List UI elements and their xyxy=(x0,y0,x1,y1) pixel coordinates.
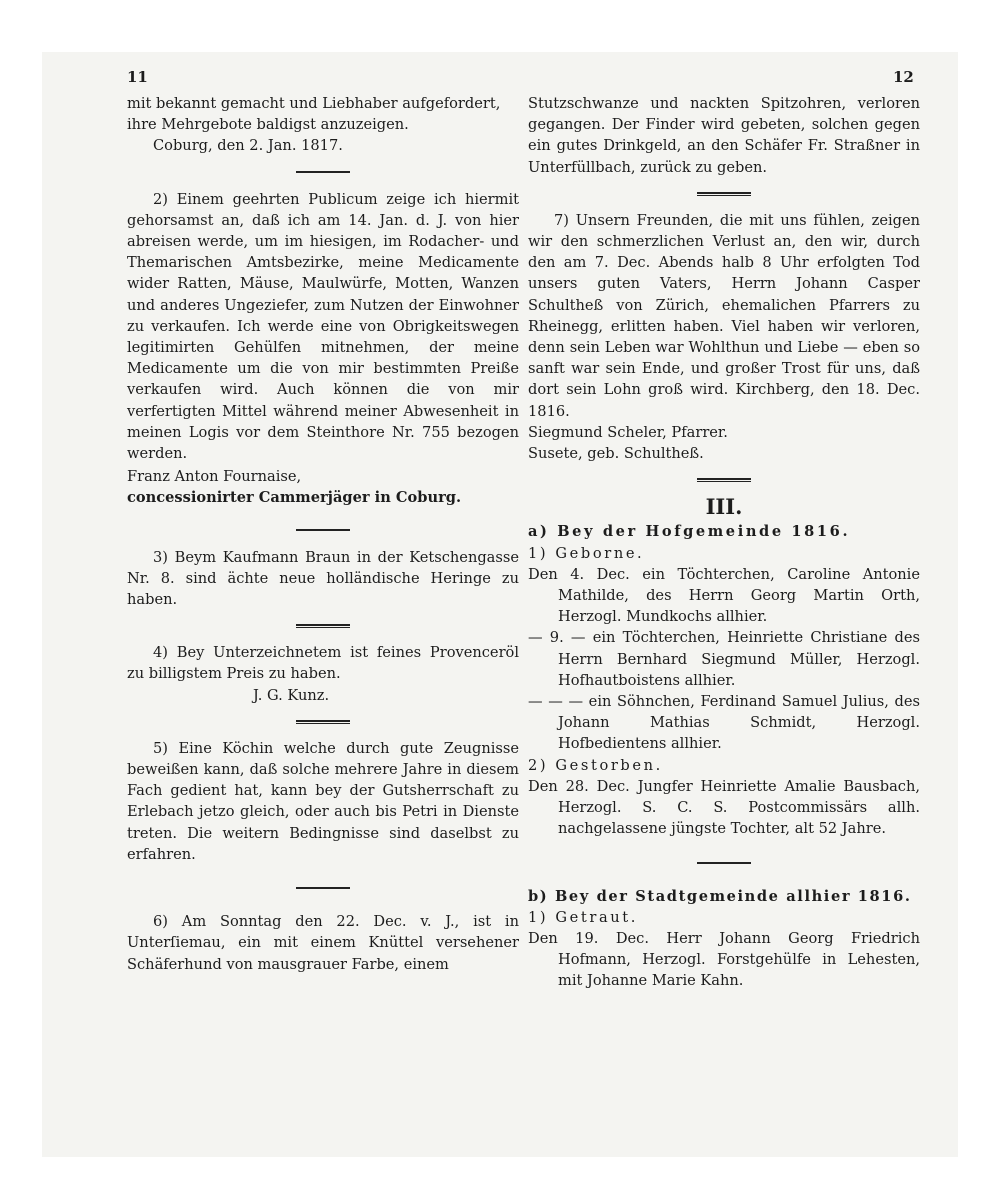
notice-4-text: 4) Bey Unterzeichnetem ist feines Provenceröl zu billigstem Preis zu haben. xyxy=(127,644,519,683)
marriage-entry: Den 19. Dec. Herr Johann Georg Friedrich Hofmann, Herzogl. Forstgehülfe in Lehesten, mit Johanne Marie Kahn. xyxy=(528,929,920,990)
divider-rule xyxy=(697,862,751,864)
notice-7-text: 7) Unsern Freunden, die mit uns fühlen, zeigen wir den schmerzlichen Verlust an, den wir, durch den am 7. Dec. Abends halb 8 Uhr erfolgten Tod unsers guten Vaters, Herrn Johann Casper Schultheß von Zürich, ehemalichen Pfarrers zu Rheinegg, erlitten haben. Viel haben wir verloren, denn sein Leben war Wohlthun und Liebe — eben so sanft war sein Ende, und großer Trost für uns, daß dort sein Lohn groß wird. Kirchberg, den 18. Dec. 1816. xyxy=(528,211,920,420)
divider-rule xyxy=(296,624,350,626)
deaths-heading: 2) Gestorben. xyxy=(528,756,663,774)
divider-rule xyxy=(296,529,350,531)
births-heading: 1) Geborne. xyxy=(528,544,645,562)
intro-place-date: Coburg, den 2. Jan. 1817. xyxy=(153,137,343,155)
divider-rule xyxy=(697,478,751,480)
birth-entry: — — — ein Söhnchen, Ferdinand Samuel Julius, des Johann Mathias Schmidt, Herzogl. Hofbedientens allhier. xyxy=(528,693,920,753)
right-column xyxy=(528,93,920,992)
divider-rule xyxy=(697,192,751,194)
divider-rule xyxy=(296,720,350,722)
page-number-left: 11 xyxy=(127,68,148,86)
page-number-right: 12 xyxy=(893,68,914,86)
notice-2-signature-name: Franz Anton Fournaise, xyxy=(127,468,302,486)
divider-rule xyxy=(296,171,350,173)
notice-7-signature-widow: Susete, geb. Schultheß. xyxy=(528,445,704,463)
divider-rule xyxy=(296,887,350,889)
notice-6-text: 6) Am Sonntag den 22. Dec. v. J., ist in Unterſiemau, ein mit einem Knüttel versehener Schäferhund von mausgrauer Farbe, einem xyxy=(127,913,519,973)
court-parish-heading: a) Bey der Hofgemeinde 1816. xyxy=(528,523,851,541)
section-numeral: III. xyxy=(705,494,743,520)
marriages-heading: 1) Getraut. xyxy=(528,908,638,926)
notice-5-text: 5) Eine Köchin welche durch gute Zeugnisse beweißen kann, daß solche mehrere Jahre in diesem Fach gedient hat, kann bey der Gutsherrschaft zu Erlebach jetzo gleich, oder auch bis Petri in Dienste treten. Die weitern Bedingnisse sind daselbst zu erfahren. xyxy=(127,739,519,863)
left-column xyxy=(127,93,519,975)
city-parish-heading: b) Bey der Stadtgemeinde allhier 1816. xyxy=(528,887,912,905)
intro-line-1: mit bekannt gemacht und Liebhaber aufgefordert, xyxy=(127,95,501,112)
birth-entry: — 9. — ein Töchterchen, Heinriette Christiane des Herrn Bernhard Siegmund Müller, Herzogl. Hofhautboistens allhier. xyxy=(528,629,920,689)
notice-7-signature-pastor: Siegmund Scheler, Pfarrer. xyxy=(528,423,728,441)
death-entry: Den 28. Dec. Jungfer Heinriette Amalie Bausbach, Herzogl. S. C. S. Postcommissärs allh. nachgelassene jüngste Tochter, alt 52 Jahre. xyxy=(528,777,920,838)
birth-entry: Den 4. Dec. ein Töchterchen, Caroline Antonie Mathilde, des Herrn Georg Martin Orth, Herzogl. Mundkochs allhier. xyxy=(528,565,920,626)
notice-4-signature: J. G. Kunz. xyxy=(253,686,330,704)
notice-3-text: 3) Beym Kaufmann Braun in der Ketschengasse Nr. 8. sind ächte neue holländische Heringe zu haben. xyxy=(127,548,519,609)
notice-2-text: 2) Einem geehrten Publicum zeige ich hiermit gehorsamst an, daß ich am 14. Jan. d. J. von hier abreisen werde, um im hiesigen, im Rodacher- und Themarischen Amtsbezirke, meine Medicamente wider Ratten, Mäuse, Maulwürfe, Motten, Wanzen und anderes Ungeziefer, zum Nutzen der Einwohner zu verkaufen. Ich werde eine von Obrigkeitswegen legitimirten Gehülfen mitnehmen, der meine Medicamente um die von mir bestimmten Preiße verkaufen wird. Auch können die von mir verfertigten Mittel während meiner Abwesenheit in meinen Logis vor dem Steinthore Nr. 755 bezogen werden. xyxy=(127,190,519,463)
notice-6-continuation: Stutzschwanze und nackten Spitzohren, verloren gegangen. Der Finder wird gebeten, solchen gegen ein gutes Drinkgeld, an den Schäfer Fr. Straßner in Unterfüllbach, zurück zu geben. xyxy=(528,95,920,176)
notice-2-signature-title: concessionirter Cammerjäger in Coburg. xyxy=(127,489,462,507)
intro-line-2: ihre Mehrgebote baldigst anzuzeigen. xyxy=(127,116,409,134)
